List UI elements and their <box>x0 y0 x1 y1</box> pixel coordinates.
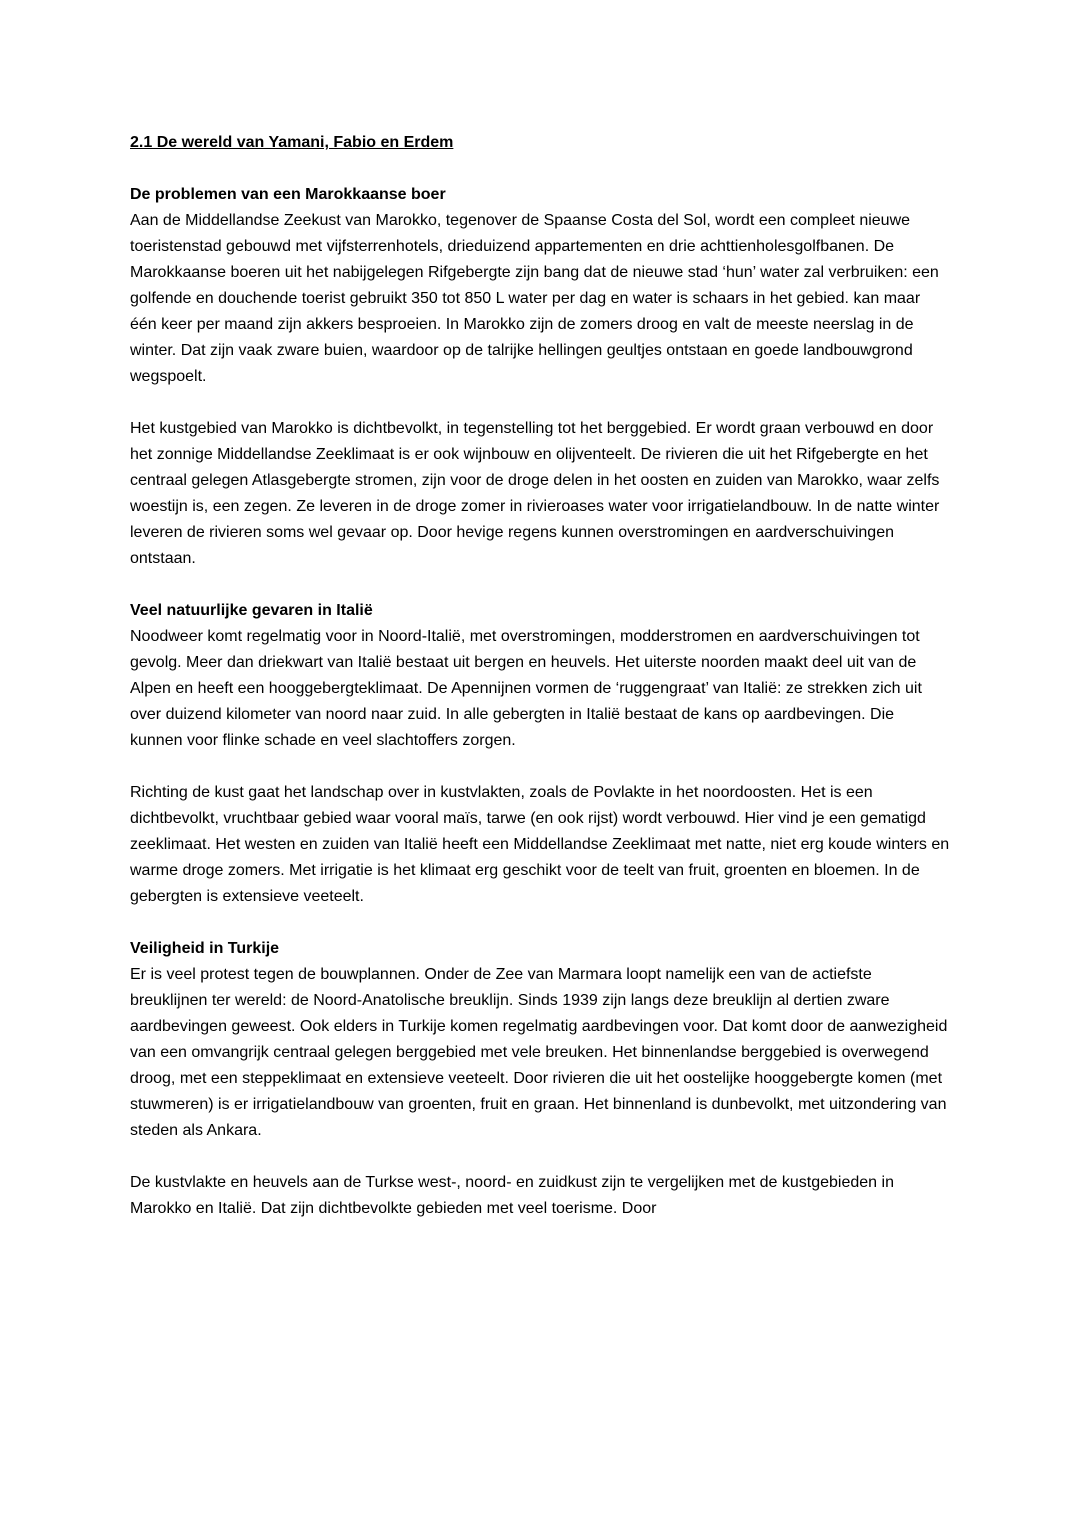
paragraph: Richting de kust gaat het landschap over in kustvlakten, zoals de Povlakte in het noordoosten. Het is een dichtbevolkt, vruchtbaar gebied waar vooral maïs, tarwe (en ook rijst) wordt verbouwd. Hier vind je een gematigd zeeklimaat. Het westen en zuiden van Italië heeft een Middellandse Zeeklimaat met natte, niet erg koude winters en warme droge zomers. Met irrigatie is het klimaat erg geschikt voor de teelt van fruit, groenten en bloemen. In de gebergten is extensieve veeteelt. <box>130 784 950 905</box>
paragraph: De kustvlakte en heuvels aan de Turkse west-, noord- en zuidkust zijn te vergelijken met de kustgebieden in Marokko en Italië. Dat zijn dichtbevolkte gebieden met veel toerisme. Door <box>130 1174 894 1217</box>
paragraph: Noodweer komt regelmatig voor in Noord-Italië, met overstromingen, modderstromen en aardverschuivingen tot gevolg. Meer dan driekwart van Italië bestaat uit bergen en heuvels. Het uiterste noorden maakt deel uit van de Alpen en heeft een hooggebergteklimaat. De Apennijnen vormen de ‘ruggengraat’ van Italië: ze strekken zich uit over duizend kilometer van noord naar zuid. In alle gebergten in Italië bestaat de kans op aardbevingen. Die kunnen voor flinke schade en veel slachtoffers zorgen. <box>130 628 922 749</box>
document-title: 2.1 De wereld van Yamani, Fabio en Erdem <box>130 134 454 151</box>
paragraph: Het kustgebied van Marokko is dichtbevolkt, in tegenstelling tot het berggebied. Er wordt graan verbouwd en door het zonnige Middellandse Zeeklimaat is er ook wijnbouw en olijventeelt. De rivieren die uit het Rifgebergte en het centraal gelegen Atlasgebergte stromen, zijn voor de droge delen in het oosten en zuiden van Marokko, waar zelfs woestijn is, een zegen. Ze leveren in de droge zomer in rivieroases water voor irrigatielandbouw. In de natte winter leveren de rivieren soms wel gevaar op. Door hevige regens kunnen overstromingen en aardverschuivingen ontstaan. <box>130 420 940 567</box>
section-heading-veiligheid-turkije: Veiligheid in Turkije <box>130 940 280 957</box>
paragraph: Aan de Middellandse Zeekust van Marokko, tegenover de Spaanse Costa del Sol, wordt een compleet nieuwe toeristenstad gebouwd met vijfsterrenhotels, drieduizend appartementen en drie achttienholesgolfbanen. De Marokkaanse boeren uit het nabijgelegen Rifgebergte zijn bang dat de nieuwe stad ‘hun’ water zal verbruiken: een golfende en douchende toerist gebruikt 350 tot 850 L water per dag en water is schaars in het gebied. kan maar één keer per maand zijn akkers besproeien. In Marokko zijn de zomers droog en valt de meeste neerslag in de winter. Dat zijn vaak zware buien, waardoor op de talrijke hellingen geultjes ontstaan en goede landbouwgrond wegspoelt. <box>130 212 939 385</box>
section-heading-marokkaanse-boer: De problemen van een Marokkaanse boer <box>130 186 446 203</box>
paragraph: Er is veel protest tegen de bouwplannen. Onder de Zee van Marmara loopt namelijk een van de actiefste breuklijnen ter wereld: de Noord-Anatolische breuklijn. Sinds 1939 zijn langs deze breuklijn al dertien zware aardbevingen geweest. Ook elders in Turkije komen regelmatig aardbevingen voor. Dat komt door de aanwezigheid van een omvangrijk centraal gelegen berggebied met vele breuken. Het binnenlandse berggebied is overwegend droog, met een steppeklimaat en extensieve veeteelt. Door rivieren die uit het oostelijke hooggebergte komen (met stuwmeren) is er irrigatielandbouw van groenten, fruit en graan. Het binnenland is dunbevolkt, met uitzondering van steden als Ankara. <box>130 966 948 1139</box>
section-heading-gevaren-italie: Veel natuurlijke gevaren in Italië <box>130 602 373 619</box>
